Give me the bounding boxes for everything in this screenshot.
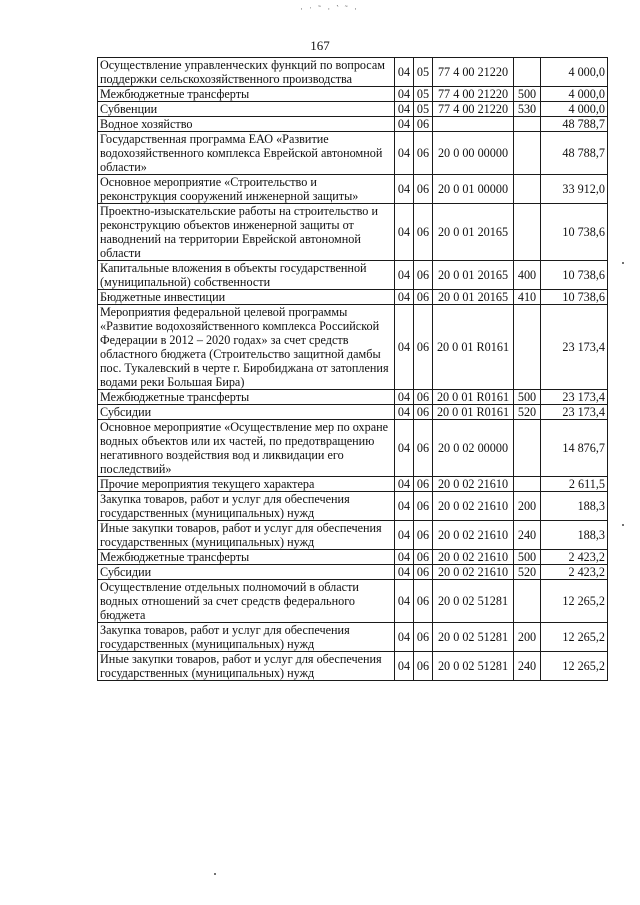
budget-table-body [98,58,608,681]
row-amount: 4 000,0 [541,58,608,87]
row-section-code: 04 [395,390,414,405]
row-section-code: 04 [395,521,414,550]
row-amount: 4 000,0 [541,87,608,102]
table-row [98,565,608,580]
row-name: Субсидии [98,405,395,420]
page-number: 167 [310,38,330,53]
table-row [98,87,608,102]
row-target-article: 77 4 00 21220 [433,58,514,87]
row-name: Государственная программа ЕАО «Развитие водохозяйственного комплекса Еврейской автономной области» [98,132,395,175]
row-amount: 10 738,6 [541,204,608,261]
row-target-article: 20 0 00 00000 [433,132,514,175]
row-section-code: 04 [395,132,414,175]
row-expense-type [514,204,541,261]
row-target-article: 20 0 02 51281 [433,652,514,681]
row-section-code: 04 [395,420,414,477]
row-subsection-code: 05 [414,87,433,102]
row-expense-type: 500 [514,87,541,102]
table-row [98,117,608,132]
row-amount: 2 423,2 [541,550,608,565]
row-amount: 23 173,4 [541,305,608,390]
row-name: Межбюджетные трансферты [98,390,395,405]
row-subsection-code: 06 [414,550,433,565]
budget-table [97,57,608,681]
row-expense-type: 400 [514,261,541,290]
row-amount: 12 265,2 [541,652,608,681]
row-expense-type [514,117,541,132]
table-row [98,261,608,290]
row-subsection-code: 06 [414,204,433,261]
row-expense-type: 200 [514,623,541,652]
row-name: Проектно-изыскательские работы на строительство и реконструкцию объектов инженерной защиты от наводнений на территории Еврейской автономной области [98,204,395,261]
table-row [98,290,608,305]
row-section-code: 04 [395,102,414,117]
row-section-code: 04 [395,565,414,580]
row-section-code: 04 [395,492,414,521]
row-name: Межбюджетные трансферты [98,87,395,102]
row-name: Субвенции [98,102,395,117]
row-target-article: 20 0 02 21610 [433,521,514,550]
row-section-code: 04 [395,405,414,420]
row-target-article: 20 0 02 21610 [433,550,514,565]
row-amount: 14 876,7 [541,420,608,477]
row-amount: 4 000,0 [541,102,608,117]
table-row [98,623,608,652]
row-target-article: 20 0 02 51281 [433,580,514,623]
row-section-code: 04 [395,477,414,492]
row-target-article: 20 0 02 21610 [433,565,514,580]
row-name: Субсидии [98,565,395,580]
row-target-article: 77 4 00 21220 [433,87,514,102]
table-row [98,521,608,550]
row-expense-type [514,58,541,87]
scan-dot [622,524,624,526]
row-name: Прочие мероприятия текущего характера [98,477,395,492]
row-expense-type [514,580,541,623]
row-section-code: 04 [395,652,414,681]
row-target-article: 20 0 02 51281 [433,623,514,652]
row-section-code: 04 [395,623,414,652]
table-row [98,102,608,117]
row-expense-type: 500 [514,390,541,405]
row-name: Осуществление отдельных полномочий в области водных отношений за счет средств федерального бюджета [98,580,395,623]
row-target-article: 20 0 01 20165 [433,261,514,290]
table-row [98,550,608,565]
row-name: Бюджетные инвестиции [98,290,395,305]
row-amount: 2 611,5 [541,477,608,492]
row-name: Основное мероприятие «Осуществление мер по охране водных объектов или их частей, по предотвращению негативного воздействия вод и ликвидации его последствий» [98,420,395,477]
row-expense-type: 240 [514,652,541,681]
row-subsection-code: 06 [414,305,433,390]
row-subsection-code: 06 [414,565,433,580]
scan-dot [622,262,624,264]
row-expense-type: 200 [514,492,541,521]
row-amount: 48 788,7 [541,117,608,132]
row-section-code: 04 [395,580,414,623]
row-target-article: 20 0 01 R0161 [433,305,514,390]
row-target-article: 20 0 01 R0161 [433,405,514,420]
row-amount: 23 173,4 [541,405,608,420]
row-amount: 10 738,6 [541,290,608,305]
row-subsection-code: 06 [414,117,433,132]
row-expense-type [514,420,541,477]
row-name: Иные закупки товаров, работ и услуг для обеспечения государственных (муниципальных) нужд [98,521,395,550]
row-subsection-code: 06 [414,652,433,681]
table-row [98,204,608,261]
row-subsection-code: 05 [414,58,433,87]
row-target-article: 77 4 00 21220 [433,102,514,117]
row-section-code: 04 [395,550,414,565]
row-subsection-code: 05 [414,102,433,117]
row-amount: 12 265,2 [541,580,608,623]
table-row [98,580,608,623]
row-target-article: 20 0 01 20165 [433,290,514,305]
scan-dot [214,873,216,875]
row-expense-type [514,132,541,175]
row-name: Осуществление управленческих функций по вопросам поддержки сельскохозяйственного производства [98,58,395,87]
row-amount: 188,3 [541,521,608,550]
row-subsection-code: 06 [414,420,433,477]
table-row [98,477,608,492]
row-expense-type: 520 [514,405,541,420]
row-target-article: 20 0 01 00000 [433,175,514,204]
row-section-code: 04 [395,87,414,102]
row-subsection-code: 06 [414,175,433,204]
row-amount: 33 912,0 [541,175,608,204]
row-section-code: 04 [395,175,414,204]
scan-artifact: · ˑ ˜ · ‵ ˜ · [300,4,360,14]
row-target-article [433,117,514,132]
table-row [98,58,608,87]
row-expense-type [514,477,541,492]
table-row [98,390,608,405]
row-section-code: 04 [395,117,414,132]
row-subsection-code: 06 [414,580,433,623]
row-expense-type: 530 [514,102,541,117]
row-expense-type: 520 [514,565,541,580]
table-row [98,405,608,420]
row-name: Закупка товаров, работ и услуг для обеспечения государственных (муниципальных) нужд [98,623,395,652]
row-target-article: 20 0 01 R0161 [433,390,514,405]
row-target-article: 20 0 02 21610 [433,477,514,492]
row-subsection-code: 06 [414,521,433,550]
row-name: Межбюджетные трансферты [98,550,395,565]
table-row [98,492,608,521]
row-target-article: 20 0 01 20165 [433,204,514,261]
row-name: Капитальные вложения в объекты государственной (муниципальной) собственности [98,261,395,290]
row-section-code: 04 [395,204,414,261]
table-row [98,420,608,477]
row-section-code: 04 [395,261,414,290]
row-subsection-code: 06 [414,290,433,305]
row-amount: 10 738,6 [541,261,608,290]
row-amount: 23 173,4 [541,390,608,405]
row-target-article: 20 0 02 00000 [433,420,514,477]
row-amount: 12 265,2 [541,623,608,652]
row-section-code: 04 [395,290,414,305]
table-row [98,175,608,204]
table-row [98,305,608,390]
row-amount: 188,3 [541,492,608,521]
row-name: Иные закупки товаров, работ и услуг для обеспечения государственных (муниципальных) нужд [98,652,395,681]
row-name: Водное хозяйство [98,117,395,132]
row-name: Мероприятия федеральной целевой программы «Развитие водохозяйственного комплекса Российской Федерации в 2012 – 2020 годах» за счет средств областного бюджета (Строительство защитной дамбы пос. Тукалевский в черте г. Биробиджана от затопления водами реки Большая Бира) [98,305,395,390]
row-subsection-code: 06 [414,132,433,175]
row-subsection-code: 06 [414,623,433,652]
row-name: Закупка товаров, работ и услуг для обеспечения государственных (муниципальных) нужд [98,492,395,521]
row-amount: 2 423,2 [541,565,608,580]
row-section-code: 04 [395,305,414,390]
row-target-article: 20 0 02 21610 [433,492,514,521]
row-expense-type: 500 [514,550,541,565]
row-subsection-code: 06 [414,492,433,521]
row-expense-type: 240 [514,521,541,550]
table-row [98,652,608,681]
row-expense-type [514,175,541,204]
row-subsection-code: 06 [414,405,433,420]
row-name: Основное мероприятие «Строительство и реконструкция сооружений инженерной защиты» [98,175,395,204]
row-expense-type: 410 [514,290,541,305]
row-expense-type [514,305,541,390]
row-amount: 48 788,7 [541,132,608,175]
row-section-code: 04 [395,58,414,87]
row-subsection-code: 06 [414,261,433,290]
row-subsection-code: 06 [414,390,433,405]
row-subsection-code: 06 [414,477,433,492]
table-row [98,132,608,175]
